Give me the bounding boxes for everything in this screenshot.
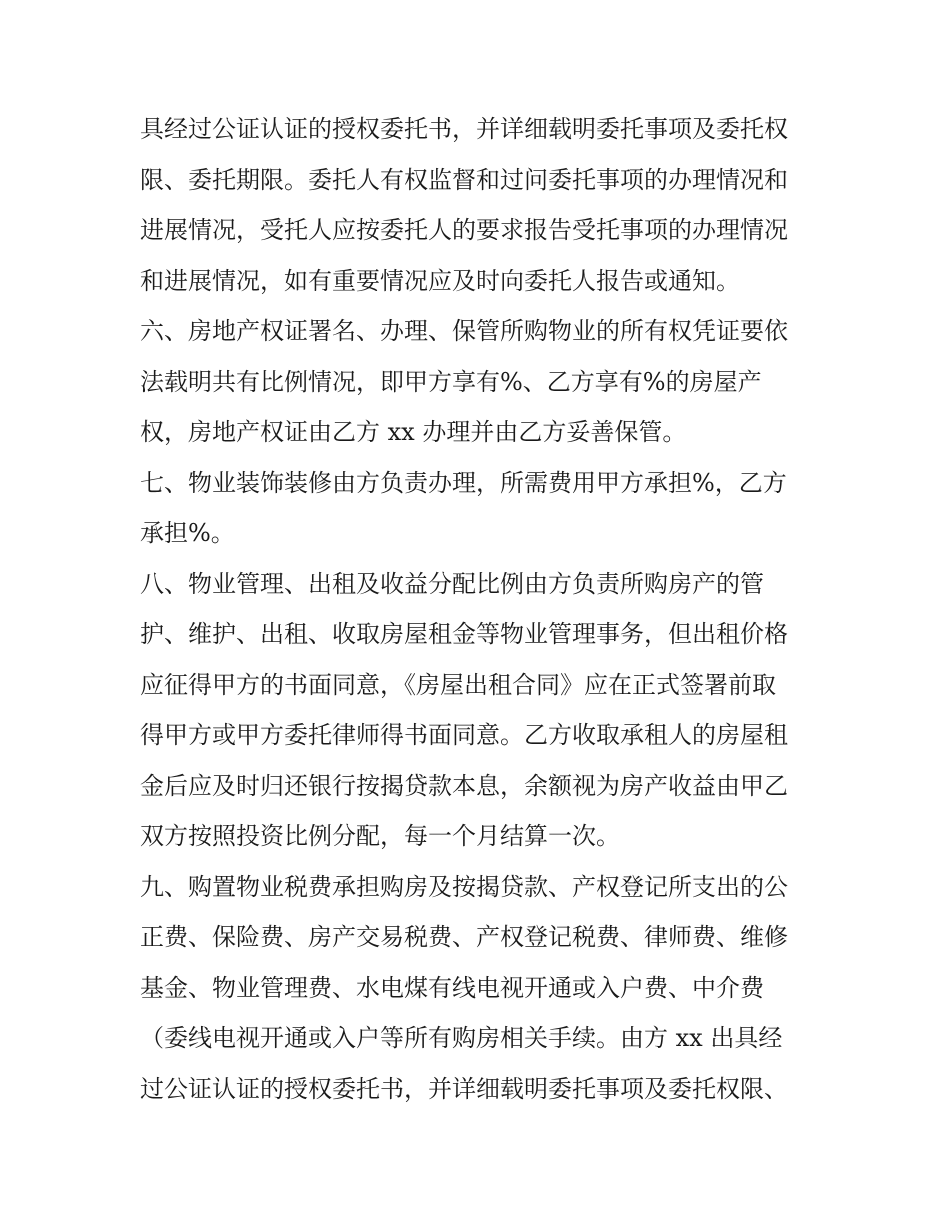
text-line: 过公证认证的授权委托书，并详细载明委托事项及委托权限、 <box>140 1074 788 1103</box>
text-line: 双方按照投资比例分配，每一个月结算一次。 <box>140 822 620 850</box>
text-line: 和进展情况，如有重要情况应及时向委托人报告或通知。 <box>140 266 740 295</box>
text-line: 具经过公证认证的授权委托书，并详细载明委托事项及委托权 <box>140 115 788 143</box>
text-line: 权，房地产权证由乙方 xx 办理并由乙方妥善保管。 <box>140 418 687 446</box>
text-line: 九、购置物业税费承担购房及按揭贷款、产权登记所支出的公 <box>140 872 788 901</box>
text-line: 正费、保险费、房产交易税费、产权登记税费、律师费、维修 <box>140 923 788 951</box>
document-body <box>140 104 820 1114</box>
text-line: 金后应及时归还银行按揭贷款本息，余额视为房产收益由甲乙 <box>140 771 788 800</box>
text-line: 法载明共有比例情况，即甲方享有%、乙方享有%的房屋产 <box>140 367 762 396</box>
text-line: 承担%。 <box>140 519 235 547</box>
text-line: （委线电视开通或入户等所有购房相关手续。由方 xx 出具经 <box>140 1024 783 1052</box>
text-line: 进展情况，受托人应按委托人的要求报告受托事项的办理情况 <box>140 216 788 244</box>
text-line: 护、维护、出租、收取房屋租金等物业管理事务，但出租价格 <box>140 620 788 648</box>
text-line: 八、物业管理、出租及收益分配比例由方负责所购房产的管 <box>140 569 764 598</box>
text-line: 七、物业装饰装修由方负责办理，所需费用甲方承担%，乙方 <box>140 468 787 497</box>
text-line: 六、房地产权证署名、办理、保管所购物业的所有权凭证要依 <box>140 317 788 345</box>
text-line: 应征得甲方的书面同意，《房屋出租合同》应在正式签署前取 <box>140 670 776 699</box>
text-line: 得甲方或甲方委托律师得书面同意。乙方收取承租人的房屋租 <box>140 721 788 749</box>
text-line: 基金、物业管理费、水电煤有线电视开通或入户费、中介费 <box>140 973 764 1002</box>
text-line: 限、委托期限。委托人有权监督和过问委托事项的办理情况和 <box>140 165 788 194</box>
